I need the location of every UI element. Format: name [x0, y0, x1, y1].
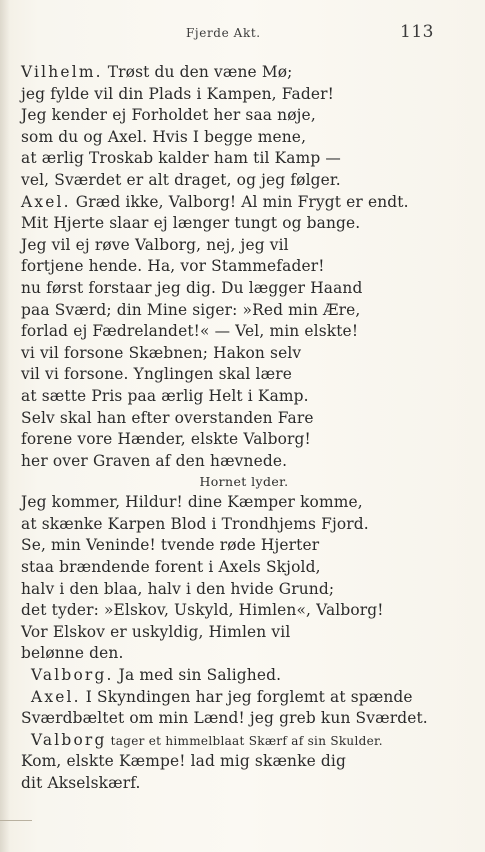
stage-direction: Hornet lyder. [199, 474, 289, 490]
verse-text: Selv skal han efter overstanden Fare [21, 408, 314, 427]
verse-text: her over Graven af den hævnede. [21, 451, 288, 470]
verse-text: Jeg vil ej røve Valborg, nej, jeg vil [21, 235, 289, 254]
verse-line [21, 557, 467, 579]
running-head [0, 22, 485, 44]
verse-line [21, 579, 467, 601]
gutter-shadow [0, 0, 10, 852]
inline-stage-direction: tager et himmelblaat Skærf af sin Skulder. [106, 733, 383, 748]
verse-line [21, 773, 467, 795]
verse-line [21, 148, 467, 170]
running-title: Fjerde Akt. [186, 26, 261, 40]
verse-line [21, 256, 467, 278]
verse-text: Kom, elskte Kæmpe! lad mig skænke dig [21, 752, 346, 771]
verse-line [21, 364, 467, 386]
verse-text: Jeg kommer, Hildur! dine Kæmper komme, [21, 493, 363, 512]
verse-text: nu først forstaar jeg dig. Du lægger Haand [21, 278, 363, 297]
verse-line [21, 429, 467, 451]
verse-line [21, 600, 467, 622]
verse-line [21, 278, 467, 300]
verse-text: vi vil forsone Skæbnen; Hakon selv [21, 343, 302, 362]
speaker-name: Axel. [21, 192, 71, 211]
verse-text: vil vi forsone. Ynglingen skal lære [21, 365, 292, 384]
verse-text: vel, Sværdet er alt draget, og jeg følger. [21, 170, 341, 189]
verse-text: Jeg kender ej Forholdet her saa nøje, [21, 106, 316, 125]
verse-line [21, 514, 467, 536]
verse-line [21, 343, 467, 365]
verse-line [21, 84, 467, 106]
verse-line [21, 451, 467, 473]
verse-line [21, 321, 467, 343]
verse-line [21, 708, 467, 730]
speaker-name: Valborg. [31, 666, 114, 685]
verse-text: Se, min Veninde! tvende røde Hjerter [21, 536, 320, 555]
verse-text: Mit Hjerte slaar ej længer tungt og bange. [21, 214, 361, 233]
verse-line [21, 235, 467, 257]
verse-text: at skænke Karpen Blod i Trondhjems Fjord. [21, 514, 369, 533]
speaker-name: Valborg [31, 730, 107, 749]
verse-text: Græd ikke, Valborg! Al min Frygt er endt. [70, 192, 409, 211]
verse-line [21, 170, 467, 192]
verse-line [21, 300, 467, 322]
verse-line [21, 213, 467, 235]
verse-line [21, 535, 467, 557]
verse-line [21, 62, 467, 84]
speaker-name: Axel. [31, 687, 81, 706]
verse-line [21, 687, 467, 709]
verse-line [21, 105, 467, 127]
verse-text: at ærlig Troskab kalder ham til Kamp — [21, 149, 341, 168]
verse-text: forlad ej Fædrelandet!« — Vel, min elskte! [21, 322, 359, 341]
play-text [21, 62, 467, 795]
verse-text: belønne den. [21, 644, 124, 663]
page-edge-mark [0, 820, 32, 821]
verse-text: staa brændende forent i Axels Skjold, [21, 558, 321, 577]
verse-text: Vor Elskov er uskyldig, Himlen vil [21, 622, 291, 641]
verse-text: det tyder: »Elskov, Uskyld, Himlen«, Valborg! [21, 601, 384, 620]
verse-text: halv i den blaa, halv i den hvide Grund; [21, 579, 335, 598]
verse-line [21, 192, 467, 214]
verse-text: dit Akselskærf. [21, 774, 141, 792]
verse-text: Sværdbæltet om min Lænd! jeg greb kun Sværdet. [21, 709, 428, 728]
verse-text: Ja med sin Salighed. [113, 666, 282, 685]
page-number: 113 [400, 22, 434, 42]
verse-line [21, 730, 467, 752]
verse-line [21, 408, 467, 430]
verse-line [21, 622, 467, 644]
verse-text: I Skyndingen har jeg forglemt at spænde [80, 687, 413, 706]
verse-text: forene vore Hænder, elskte Valborg! [21, 430, 311, 449]
verse-text: Trøst du den væne Mø; [102, 63, 293, 81]
verse-line [21, 386, 467, 408]
verse-text: paa Sværd; din Mine siger: »Red min Ære, [21, 300, 361, 319]
verse-line [21, 751, 467, 773]
verse-line [21, 665, 467, 687]
verse-line [21, 492, 467, 514]
verse-line [21, 127, 467, 149]
verse-line [21, 643, 467, 665]
verse-text: jeg fylde vil din Plads i Kampen, Fader! [21, 84, 334, 103]
speaker-name: Vilhelm. [21, 63, 103, 81]
verse-text: fortjene hende. Ha, vor Stammefader! [21, 257, 325, 276]
verse-text: som du og Axel. Hvis I begge mene, [21, 127, 307, 146]
verse-text: at sætte Pris paa ærlig Helt i Kamp. [21, 386, 309, 405]
